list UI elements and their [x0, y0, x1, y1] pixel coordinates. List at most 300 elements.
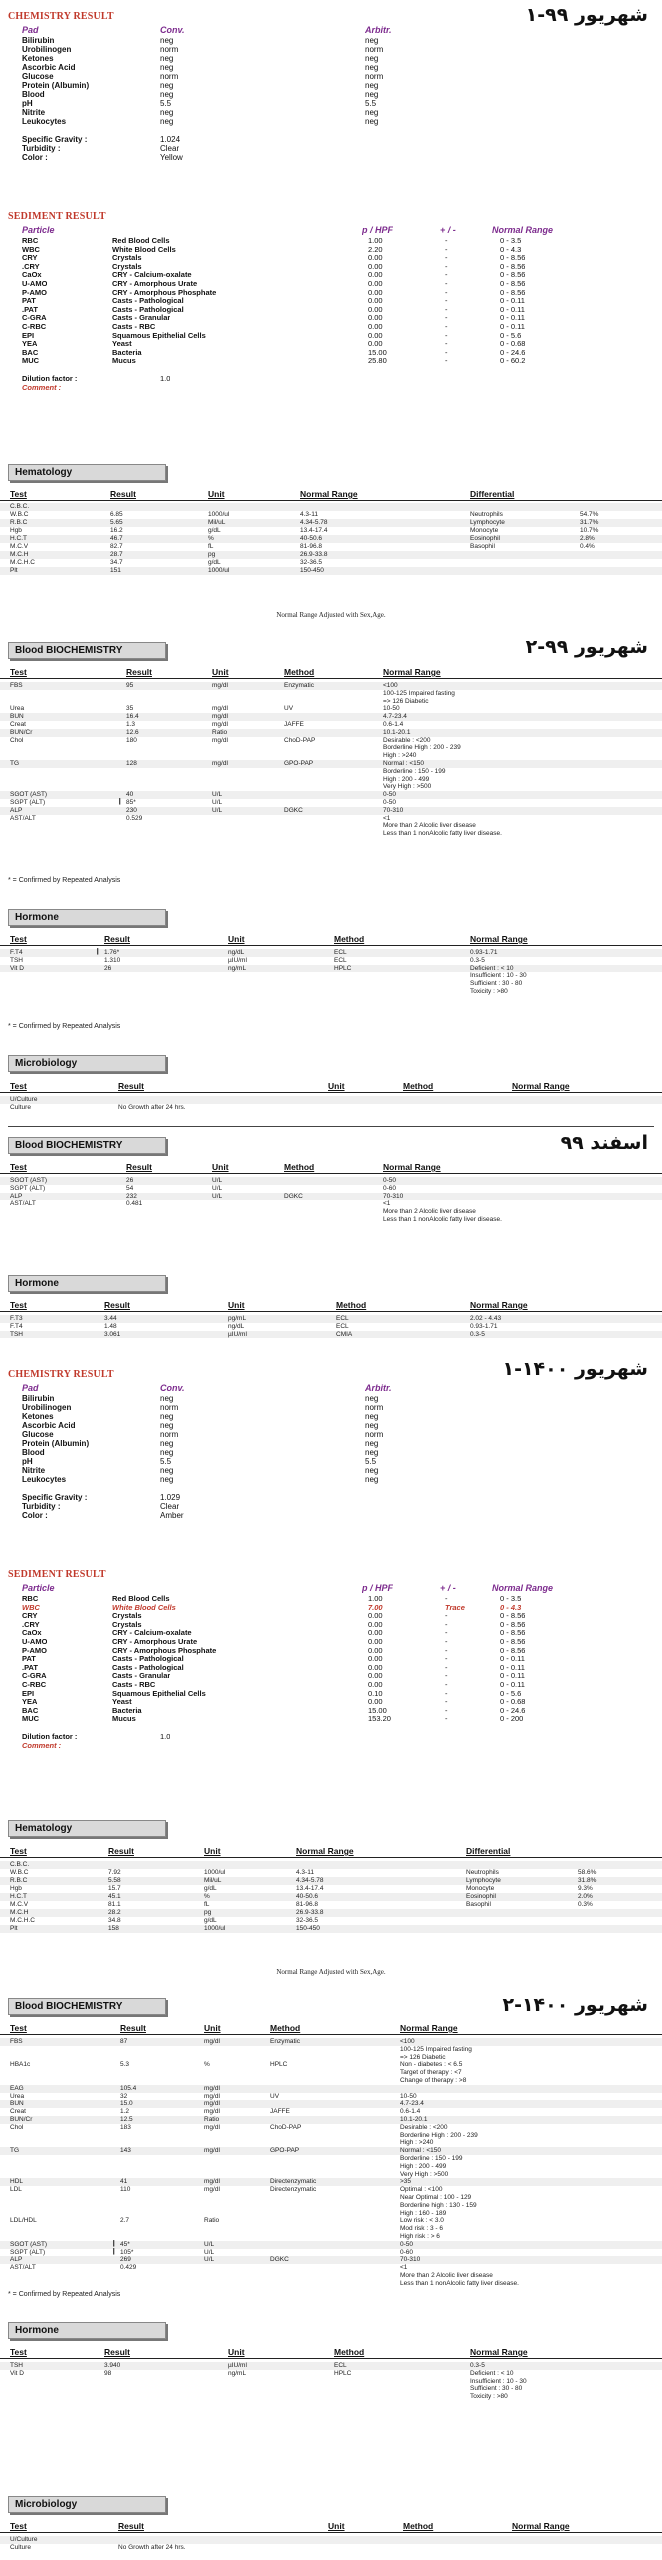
diff-header: Differential: [470, 489, 515, 499]
particle-range: 0 - 8.56: [500, 1619, 526, 1629]
result-header: Result: [104, 934, 130, 944]
particle-flag: -: [445, 253, 448, 263]
property-value: 1.029: [160, 1493, 181, 1502]
dilution-label: Dilution factor :: [22, 373, 78, 383]
normal-range: 2.02 - 4.43: [470, 1315, 502, 1322]
pad-name: Glucose: [22, 72, 54, 81]
sediment-row: [0, 313, 662, 322]
test-name: LDL: [10, 2186, 22, 2194]
normal-range: Desirable : <200: [383, 736, 431, 744]
blood-biochemistry-title: Blood BIOCHEMISTRY: [8, 1137, 166, 1154]
normal-range: 0.6-1.4: [383, 720, 404, 728]
chemistry-result-title: CHEMISTRY RESULT: [8, 11, 114, 22]
diff-header: Differential: [466, 1846, 511, 1856]
method: JAFFE: [284, 720, 304, 728]
particle-code: P-AMO: [22, 1645, 47, 1655]
chemistry-row: [0, 1412, 662, 1421]
table-row: [0, 2139, 662, 2147]
normal-range: High : 160 - 189: [400, 2209, 447, 2217]
arbitr-value: neg: [365, 117, 379, 126]
blood-biochemistry-title: Blood BIOCHEMISTRY: [8, 1998, 166, 2015]
plus-minus-header: + / -: [440, 226, 456, 235]
test-name: M.C.H.C: [10, 559, 35, 566]
arbitr-value: neg: [365, 1448, 379, 1457]
normal-range: 0.3-5: [470, 1330, 485, 1338]
test-header: Test: [10, 1300, 27, 1310]
urine-property-row: [0, 135, 662, 144]
arbitr-value: neg: [365, 1439, 379, 1448]
result-value: 232: [126, 1192, 137, 1200]
microbiology-title: Microbiology: [8, 2496, 166, 2513]
test-name: ALP: [10, 1192, 23, 1200]
chemistry-header: [0, 26, 662, 36]
normal-range: High : >240: [400, 2139, 434, 2147]
pad-name: Ascorbic Acid: [22, 1421, 76, 1430]
table-row: [0, 1909, 662, 1917]
normal-range: Low risk : < 3.0: [400, 2217, 444, 2225]
arbitr-header: Arbitr.: [365, 1384, 392, 1393]
normal-range: High risk : > 6: [400, 2232, 440, 2240]
arbitr-value: neg: [365, 1412, 379, 1421]
chemistry-row: [0, 81, 662, 90]
table-row: [0, 535, 662, 543]
differential-value: 9.3%: [578, 1885, 593, 1892]
test-name: BUN/Cr: [10, 728, 33, 736]
normal-range: <1: [400, 2264, 408, 2272]
normal-range: 81-96.8: [296, 1901, 319, 1908]
normal-range: 4.34-5.78: [296, 1877, 324, 1884]
particle-range: 0 - 3.5: [500, 236, 522, 245]
normal-range: 4.34-5.78: [300, 519, 328, 526]
section-date-title: شهریور ۹۹-۲: [525, 636, 648, 658]
test-header: Test: [10, 934, 27, 944]
test-name: M.C.H: [10, 1909, 29, 1916]
particle-flag: -: [445, 1662, 448, 1672]
particle-flag: -: [445, 244, 448, 254]
conv-value: norm: [160, 1430, 179, 1439]
table-row: [0, 682, 662, 690]
normal-range: 4.7-23.4: [383, 713, 407, 721]
particle-code: P-AMO: [22, 287, 47, 297]
normal-range: Less than 1 nonAlcolic fatty liver disease.: [400, 2279, 519, 2287]
test-name: AST/ALT: [10, 2264, 36, 2272]
table-row: [0, 972, 662, 980]
particle-value: 2.20: [368, 244, 383, 254]
differential-value: 2.8%: [580, 535, 595, 542]
table-row: [0, 729, 662, 737]
conv-value: neg: [160, 36, 174, 45]
pad-name: Urobilinogen: [22, 45, 72, 54]
property-value: 1.024: [160, 135, 181, 144]
table-row: [0, 2210, 662, 2218]
test-name: SGPT (ALT): [10, 2248, 46, 2256]
particle-range: 0 - 4.3: [500, 244, 522, 254]
normal-range: Insufficient : 10 - 30: [470, 972, 527, 980]
normal-range: 4.3-11: [296, 1869, 314, 1876]
table-row: [0, 698, 662, 706]
chemistry-row: [0, 36, 662, 45]
conv-value: neg: [160, 54, 174, 63]
table-row: [0, 1104, 662, 1112]
test-name: Hgb: [10, 527, 22, 534]
result-value: 158: [108, 1925, 119, 1932]
particle-range: 0 - 8.56: [500, 1628, 526, 1638]
table-row: [0, 2385, 662, 2393]
test-name: AST/ALT: [10, 1200, 36, 1208]
normal-range: Insufficient : 10 - 30: [470, 2377, 527, 2385]
normal-range: 0.93-1.71: [470, 1322, 498, 1330]
particle-value: 0.00: [368, 304, 383, 314]
differential-name: Basophil: [470, 543, 495, 550]
normal-range: Optimal : <100: [400, 2186, 443, 2194]
particle-value: 0.00: [368, 270, 383, 280]
test-name: M.C.H.C: [10, 1917, 35, 1924]
chemistry-row: [0, 117, 662, 126]
chemistry-row: [0, 108, 662, 117]
particle-range: 0 - 24.6: [500, 1705, 526, 1715]
unit: 1000/ul: [208, 567, 230, 574]
table-row: [0, 2100, 662, 2108]
unit-header: Unit: [204, 1846, 221, 1856]
table-row: [0, 1885, 662, 1893]
result-value: 0.529: [126, 814, 143, 822]
sediment-row: [0, 245, 662, 254]
unit: µIU/ml: [228, 1330, 247, 1338]
normal-range: => 126 Diabetic: [383, 697, 429, 705]
chemistry-table: [0, 1384, 662, 1520]
normal-range: More than 2 Alcolic liver disease: [400, 2271, 493, 2279]
pad-name: Blood: [22, 1448, 45, 1457]
normal-range: High : 200 - 499: [400, 2162, 447, 2170]
property-label: Color :: [22, 153, 48, 162]
comment-label: Comment :: [22, 1740, 62, 1750]
result-value: 5.65: [110, 519, 123, 526]
particle-range: 0 - 24.6: [500, 347, 526, 357]
unit: g/dL: [208, 559, 221, 566]
conv-value: norm: [160, 72, 179, 81]
test-name: R.B.C: [10, 1877, 28, 1884]
test-name: Culture: [10, 1104, 31, 1111]
result-value: 3.061: [104, 1330, 121, 1338]
microbiology-table: [0, 1096, 662, 1112]
sediment-header: [0, 1584, 662, 1594]
result-value: 34.8: [108, 1917, 121, 1924]
particle-code: .CRY: [22, 1619, 40, 1629]
microbiology-table: [0, 2536, 662, 2552]
unit: 1000/ul: [204, 1925, 226, 1932]
phpf-header: p / HPF: [362, 226, 393, 235]
differential-name: Eosinophil: [470, 535, 500, 542]
particle-code: RBC: [22, 236, 39, 245]
unit: pg/mL: [228, 1315, 247, 1322]
unit: mg/dl: [204, 2186, 220, 2194]
table-row: [0, 1331, 662, 1339]
differential-name: Lymphocyte: [466, 1877, 501, 1884]
sediment-row: [0, 1680, 662, 1689]
method: Enzymatic: [284, 682, 314, 689]
particle-value: 15.00: [368, 1705, 387, 1715]
normal-range: Near Optimal : 100 - 129: [400, 2193, 472, 2201]
table-row: [0, 2194, 662, 2202]
test-name: M.C.V: [10, 1901, 29, 1908]
conv-header: Conv.: [160, 1384, 185, 1393]
normal-range: More than 2 Alcolic liver disease: [383, 822, 476, 830]
property-value: Clear: [160, 144, 180, 153]
particle-flag: -: [445, 287, 448, 297]
pad-header: Pad: [22, 1384, 39, 1393]
table-header: [0, 2024, 662, 2035]
result-value: 28.2: [108, 1909, 121, 1916]
table-row: [0, 2163, 662, 2171]
chemistry-row: [0, 1439, 662, 1448]
table-row: [0, 2544, 662, 2552]
differential-name: Monocyte: [466, 1885, 495, 1892]
pad-name: Blood: [22, 90, 45, 99]
table-row: [0, 2256, 662, 2264]
table-row: [0, 1193, 662, 1201]
particle-code: YEA: [22, 339, 38, 349]
normal-range-header: Normal Range: [492, 1584, 554, 1593]
result-value: 85*: [126, 798, 136, 806]
result-value: 26: [126, 1177, 134, 1184]
normal-range: 26.9-33.8: [300, 551, 328, 558]
particle-flag: -: [445, 330, 448, 340]
test-name: Creat: [10, 720, 26, 728]
chemistry-row: [0, 1448, 662, 1457]
chemistry-row: [0, 1457, 662, 1466]
particle-name: Casts - Pathological: [112, 1654, 184, 1664]
unit: mg/dl: [204, 2100, 220, 2108]
table-row: [0, 1901, 662, 1909]
particle-flag: -: [445, 1619, 448, 1629]
table-header: [0, 668, 662, 679]
normal-range-note: Normal Range Adjusted with Sex,Age.: [276, 611, 386, 619]
method: ECL: [334, 956, 347, 964]
test-name: SGPT (ALT): [10, 1184, 46, 1192]
particle-code: C-RBC: [22, 1679, 47, 1689]
unit: fL: [204, 1901, 210, 1908]
table-row: [0, 1185, 662, 1193]
particle-range: 0 - 8.56: [500, 287, 526, 297]
normal-range: Less than 1 nonAlcolic fatty liver disease.: [383, 1215, 502, 1223]
table-row: [0, 2124, 662, 2132]
particle-name: Crystals: [112, 253, 142, 263]
unit: mg/dl: [212, 720, 228, 728]
result-value: 128: [126, 759, 137, 767]
normal-range: Borderline : 150 - 199: [383, 767, 446, 775]
table-row: [0, 690, 662, 698]
test-name: H.C.T: [10, 535, 27, 542]
normal-range: 10-50: [383, 705, 400, 713]
table-row: [0, 2046, 662, 2054]
table-row: [0, 705, 662, 713]
property-value: Clear: [160, 1502, 180, 1511]
test-header: Test: [10, 1162, 27, 1172]
test-name: LDL/HDL: [10, 2217, 37, 2225]
range-header: Normal Range: [383, 667, 441, 677]
normal-range: Toxicity : >80: [470, 2393, 508, 2401]
conv-value: neg: [160, 1412, 174, 1421]
arbitr-value: neg: [365, 36, 379, 45]
unit-header: Unit: [228, 1300, 245, 1310]
property-label: Turbidity :: [22, 1502, 61, 1511]
particle-range: 0 - 8.56: [500, 270, 526, 280]
table-row: [0, 519, 662, 527]
normal-range: Normal : <150: [383, 759, 425, 767]
table-row: [0, 2202, 662, 2210]
particle-range: 0 - 5.6: [500, 330, 522, 340]
range-header: Normal Range: [470, 2347, 528, 2357]
particle-value: 0.00: [368, 330, 383, 340]
table-header: [0, 490, 662, 501]
normal-range: More than 2 Alcolic liver disease: [383, 1208, 476, 1216]
unit: mg/dl: [204, 2178, 220, 2186]
particle-range: 0 - 0.11: [500, 1679, 525, 1689]
table-header: [0, 2348, 662, 2359]
arbitr-value: 5.5: [365, 1457, 377, 1466]
property-label: Specific Gravity :: [22, 135, 88, 144]
method: DGKC: [270, 2256, 289, 2264]
section-date-title: شهریور ۱۴۰۰-۱: [502, 1358, 648, 1380]
chemistry-row: [0, 1421, 662, 1430]
method: UV: [270, 2092, 280, 2100]
test-name: SGOT (AST): [10, 1177, 48, 1184]
particle-code: PAT: [22, 296, 36, 306]
particle-value: 25.80: [368, 356, 387, 366]
particle-name: Casts - RBC: [112, 321, 156, 331]
test-name: F.T4: [10, 949, 23, 956]
test-name: R.B.C: [10, 519, 28, 526]
particle-flag: -: [445, 270, 448, 280]
sediment-row: [0, 236, 662, 245]
particle-name: Casts - Granular: [112, 1671, 171, 1681]
unit: mg/dl: [212, 736, 228, 744]
result-value: 54: [126, 1184, 134, 1192]
particle-flag: -: [445, 1594, 448, 1603]
sediment-row: [0, 253, 662, 262]
normal-range: 70-310: [400, 2256, 421, 2264]
table-row: [0, 2077, 662, 2085]
result-value: 26: [104, 964, 112, 972]
test-name: Culture: [10, 2544, 31, 2551]
particle-range: 0 - 8.56: [500, 253, 526, 263]
particle-range: 0 - 0.11: [500, 304, 525, 314]
normal-range: 13.4-17.4: [296, 1885, 324, 1892]
table-row: [0, 2393, 662, 2401]
test-name: Plt: [10, 567, 18, 574]
range-header: Normal Range: [383, 1162, 441, 1172]
particle-flag: -: [445, 1654, 448, 1664]
sediment-row: [0, 262, 662, 271]
sediment-result-title: SEDIMENT RESULT: [8, 1569, 106, 1580]
particle-value: 0.00: [368, 1671, 383, 1681]
table-row: [0, 2171, 662, 2179]
result-value: 45*: [120, 2240, 130, 2248]
spacer: [0, 1723, 662, 1732]
particle-range: 0 - 0.11: [500, 1671, 525, 1681]
normal-range: 70-310: [383, 806, 404, 814]
table-header: [0, 1082, 662, 1093]
chemistry-header: [0, 1384, 662, 1394]
particle-name: Bacteria: [112, 347, 142, 357]
particle-name: Red Blood Cells: [112, 236, 170, 245]
range-header: Normal Range: [296, 1846, 354, 1856]
test-name: U/Culture: [10, 2536, 38, 2543]
pad-name: Bilirubin: [22, 36, 55, 45]
unit: U/L: [204, 2256, 215, 2264]
table-row: [0, 949, 662, 957]
sediment-row: [0, 1663, 662, 1672]
normal-range: Desirable : <200: [400, 2123, 448, 2131]
hormone-table: [0, 2362, 662, 2401]
result-value: 183: [120, 2123, 131, 2131]
hormone-title: Hormone: [8, 1275, 166, 1292]
sediment-table: [0, 226, 662, 392]
method: ECL: [334, 949, 347, 956]
arbitr-value: neg: [365, 81, 379, 90]
microbiology-title: Microbiology: [8, 1055, 166, 1072]
table-row: [0, 980, 662, 988]
particle-code: .PAT: [22, 304, 38, 314]
normal-range: Sufficient : 30 - 80: [470, 2385, 523, 2393]
range-header: Normal Range: [512, 1081, 570, 1091]
test-name: SGOT (AST): [10, 791, 48, 799]
table-row: [0, 815, 662, 823]
conv-value: neg: [160, 1466, 174, 1475]
particle-name: Casts - Pathological: [112, 296, 184, 306]
unit: µIU/ml: [228, 2362, 247, 2369]
table-row: [0, 799, 662, 807]
differential-name: Neutrophils: [470, 511, 503, 518]
result-value: 2.7: [120, 2217, 130, 2225]
arbitr-value: neg: [365, 54, 379, 63]
unit: mg/dl: [204, 2084, 220, 2092]
particle-flag: -: [445, 296, 448, 306]
unit: U/L: [212, 798, 223, 806]
particle-code: PAT: [22, 1654, 36, 1664]
result-value: 230: [126, 806, 137, 814]
conv-value: neg: [160, 90, 174, 99]
normal-range: Borderline High : 200 - 239: [383, 744, 461, 752]
test-name: FBS: [10, 2038, 23, 2045]
pad-name: Glucose: [22, 1430, 54, 1439]
unit: ng/mL: [228, 964, 247, 972]
table-row: [0, 744, 662, 752]
result-value: 12.5: [120, 2115, 133, 2123]
particle-name: CRY - Amorphous Phosphate: [112, 1645, 217, 1655]
test-name: F.T3: [10, 1315, 23, 1322]
dilution-value: 1.0: [160, 373, 171, 383]
test-name: AST/ALT: [10, 814, 36, 822]
unit: U/L: [212, 1184, 223, 1192]
test-name: Chol: [10, 736, 24, 744]
test-name: HBA1c: [10, 2061, 31, 2069]
unit: Mil/uL: [204, 1877, 222, 1884]
table-row: [0, 965, 662, 973]
urine-property-row: [0, 1493, 662, 1502]
unit: ng/mL: [228, 2369, 247, 2377]
sediment-row: [0, 305, 662, 314]
result-value: 1.76*: [104, 949, 120, 956]
chemistry-result-title: CHEMISTRY RESULT: [8, 1369, 114, 1380]
flag-pin-icon: ❙: [117, 797, 123, 805]
result-header: Result: [104, 2347, 130, 2357]
method: ECL: [336, 1315, 349, 1322]
method-header: Method: [270, 2023, 301, 2033]
unit-header: Unit: [208, 489, 225, 499]
differential-name: Monocyte: [470, 527, 499, 534]
table-row: [0, 957, 662, 965]
